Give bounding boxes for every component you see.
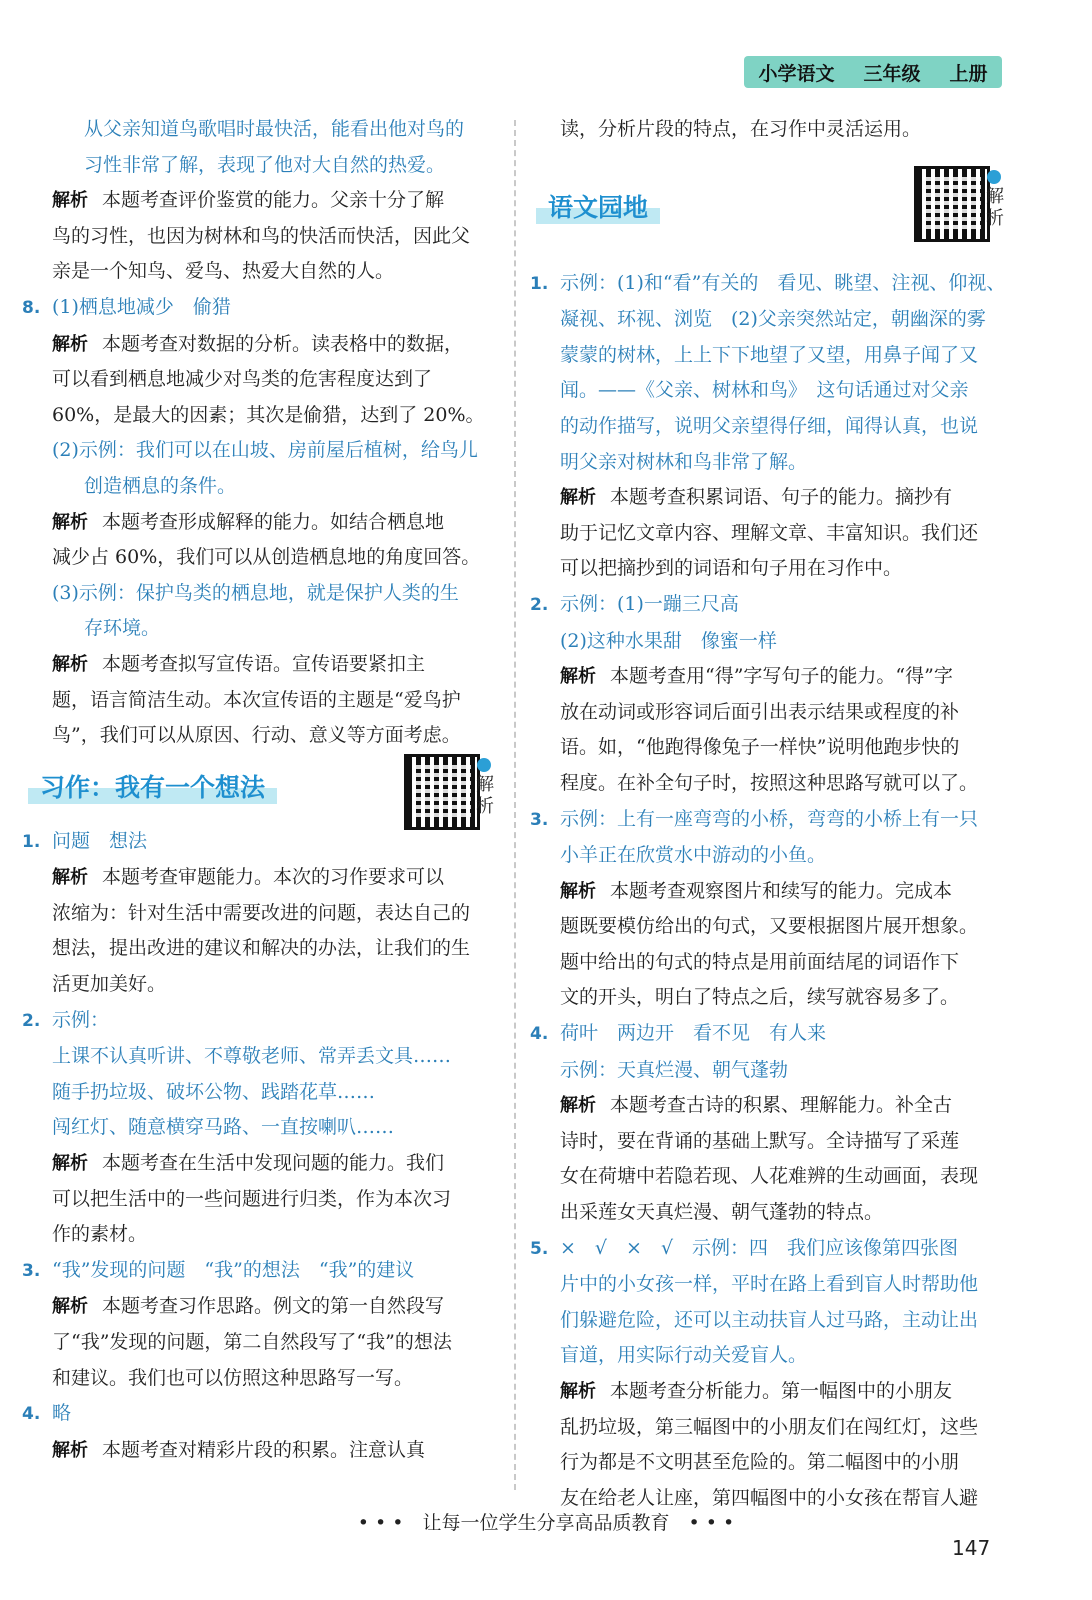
answer-line: 创造栖息的条件。 bbox=[84, 474, 237, 497]
analysis-line: 解析 本题考查形成解释的能力。如结合栖息地 bbox=[52, 510, 445, 533]
analysis-line: 作的素材。 bbox=[52, 1223, 148, 1246]
analysis-line: 鸟”，我们可以从原因、行动、意义等方面考虑。 bbox=[52, 724, 461, 747]
page-number: 147 bbox=[952, 1536, 991, 1560]
analysis-line: 文的开头，明白了特点之后，续写就容易多了。 bbox=[560, 986, 960, 1009]
question-1: 1. 问题 想法 bbox=[22, 824, 500, 861]
question-number: 8. bbox=[22, 297, 41, 318]
analysis-tag: 解析 bbox=[52, 1439, 88, 1461]
analysis-line: 乱扔垃圾，第三幅图中的小朋友们在闯红灯，这些 bbox=[560, 1415, 979, 1438]
question-5: 5. × √ × √ 示例：四 我们应该像第四张图 bbox=[530, 1231, 1008, 1268]
analysis-line: 解析 本题考查习作思路。例文的第一自然段写 bbox=[52, 1295, 445, 1318]
analysis-line: 活更加美好。 bbox=[52, 973, 167, 996]
answer-line: 存环境。 bbox=[84, 617, 161, 640]
question-3: 3. “我”发现的问题 “我”的想法 “我”的建议 bbox=[22, 1253, 500, 1290]
answer-line: 示例：天真烂漫、朝气蓬勃 bbox=[560, 1058, 789, 1081]
analysis-tag: 解析 bbox=[52, 333, 88, 355]
question-number: 3. bbox=[22, 1260, 41, 1281]
analysis-line: 诗时，要在背诵的基础上默写。全诗描写了采莲 bbox=[560, 1129, 960, 1152]
footer-slogan: • • • 让每一位学生分享高品质教育 • • • bbox=[357, 1512, 735, 1534]
analysis-line: 60%，是最大的因素；其次是偷猎，达到了 20%。 bbox=[52, 403, 485, 426]
question-4: 4. 荷叶 两边开 看不见 有人来 bbox=[530, 1016, 1008, 1053]
question-number: 5. bbox=[530, 1238, 549, 1259]
question-number: 4. bbox=[530, 1024, 549, 1045]
question-number: 4. bbox=[22, 1404, 41, 1425]
analysis-tag: 解析 bbox=[560, 880, 596, 902]
analysis-tag: 解析 bbox=[560, 1095, 596, 1117]
analysis-line: 解析 本题考查积累词语、句子的能力。摘抄有 bbox=[560, 486, 953, 509]
analysis-line: 解析 本题考查对数据的分析。读表格中的数据， bbox=[52, 332, 464, 355]
analysis-line: 想法，提出改进的建议和解决的办法，让我们的生 bbox=[52, 937, 471, 960]
analysis-line: 解析 本题考查古诗的积累、理解能力。补全古 bbox=[560, 1094, 953, 1117]
question-3: 3. 示例：上有一座弯弯的小桥，弯弯的小桥上有一只 bbox=[530, 802, 1008, 839]
analysis-line: 解析 本题考查审题能力。本次的习作要求可以 bbox=[52, 866, 445, 889]
qr-code-icon[interactable] bbox=[404, 754, 480, 830]
header-volume: 上册 bbox=[949, 62, 988, 85]
question-8: 8. (1)栖息地减少 偷猎 bbox=[22, 290, 500, 327]
question-number: 2. bbox=[530, 594, 549, 615]
header-tag bbox=[744, 56, 1002, 88]
header-subject: 小学语文 bbox=[758, 62, 835, 85]
qr-label: 解析 bbox=[986, 185, 1004, 229]
answer-line: 随手扔垃圾、破坏公物、践踏花草…… bbox=[52, 1080, 376, 1103]
answer-line: (2)示例：我们可以在山坡、房前屋后植树，给鸟儿 bbox=[52, 439, 478, 462]
analysis-tag: 解析 bbox=[560, 666, 596, 688]
qr-code-icon[interactable] bbox=[914, 166, 990, 242]
play-icon bbox=[477, 758, 491, 772]
column-divider bbox=[514, 120, 516, 1490]
question-4: 4. 略 bbox=[22, 1396, 500, 1433]
analysis-tag: 解析 bbox=[52, 1153, 88, 1175]
analysis-line: 鸟的习性，也因为树林和鸟的快活而快活，因此父 bbox=[52, 224, 471, 247]
answer-line: (2)这种水果甜 像蜜一样 bbox=[560, 629, 777, 652]
analysis-line: 语。如，“他跑得像兔子一样快”说明他跑步快的 bbox=[560, 736, 960, 759]
analysis-line: 和建议。我们也可以仿照这种思路写一写。 bbox=[52, 1366, 414, 1389]
analysis-line: 程度。在补全句子时，按照这种思路写就可以了。 bbox=[560, 771, 979, 794]
analysis-tag: 解析 bbox=[52, 867, 88, 889]
analysis-line: 解析 本题考查对精彩片段的积累。注意认真 bbox=[52, 1438, 426, 1461]
analysis-line: 解析 本题考查分析能力。第一幅图中的小朋友 bbox=[560, 1380, 953, 1402]
analysis-line: 解析 本题考查评价鉴赏的能力。父亲十分了解 bbox=[52, 189, 445, 212]
section-header-writing bbox=[22, 754, 500, 824]
analysis-tag: 解析 bbox=[52, 190, 88, 212]
answer-line: 的动作描写，说明父亲望得仔细，闻得认真，也说 bbox=[560, 414, 979, 437]
question-number: 2. bbox=[22, 1010, 41, 1031]
analysis-line: 解析 本题考查拟写宣传语。宣传语要紧扣主 bbox=[52, 652, 426, 675]
left-column bbox=[22, 112, 500, 1468]
analysis-line: 解析 本题考查在生活中发现问题的能力。我们 bbox=[52, 1152, 445, 1175]
analysis-line: 行为都是不文明甚至危险的。第二幅图中的小朋 bbox=[560, 1451, 960, 1474]
answer-line: 明父亲对树林和鸟非常了解。 bbox=[560, 450, 808, 473]
analysis-tag: 解析 bbox=[52, 1296, 88, 1318]
section-header-garden bbox=[530, 148, 1008, 266]
answer-line: 习性非常了解，表现了他对大自然的热爱。 bbox=[84, 153, 446, 176]
analysis-tag: 解析 bbox=[52, 511, 88, 533]
analysis-line: 解析 本题考查观察图片和续写的能力。完成本 bbox=[560, 879, 953, 902]
header-grade: 三年级 bbox=[863, 62, 921, 85]
section-title: 习作：我有一个想法 bbox=[28, 768, 277, 804]
analysis-line: 减少占 60%，我们可以从创造栖息地的角度回答。 bbox=[52, 546, 481, 569]
answer-line: 蒙蒙的树林，上上下下地望了又望，用鼻子闻了又 bbox=[560, 343, 979, 366]
answer-line: 小羊正在欣赏水中游动的小鱼。 bbox=[560, 844, 827, 867]
analysis-line: 放在动词或形容词后面引出表示结果或程度的补 bbox=[560, 700, 960, 723]
answer-line: (3)示例：保护鸟类的栖息地，就是保护人类的生 bbox=[52, 581, 459, 604]
analysis-tag: 解析 bbox=[560, 487, 596, 509]
answer-line: 片中的小女孩一样，平时在路上看到盲人时帮助他 bbox=[560, 1273, 979, 1296]
question-2: 2. 示例： bbox=[22, 1003, 500, 1040]
analysis-line: 友在给老人让座，第四幅图中的小女孩在帮盲人避 bbox=[560, 1486, 979, 1509]
analysis-line: 出采莲女天真烂漫、朝气蓬勃的特点。 bbox=[560, 1201, 884, 1224]
right-column bbox=[530, 112, 1008, 1516]
section-title: 语文园地 bbox=[536, 188, 660, 224]
analysis-line: 解析 本题考查用“得”字写句子的能力。“得”字 bbox=[560, 665, 953, 688]
answer-line: 闯红灯、随意横穿马路、一直按喇叭…… bbox=[52, 1116, 395, 1139]
answer-line: 们躲避危险，还可以主动扶盲人过马路，主动让出 bbox=[560, 1308, 979, 1331]
answer-line: 凝视、环视、浏览 (2)父亲突然站定，朝幽深的雾 bbox=[560, 308, 986, 331]
analysis-line: 可以把摘抄到的词语和句子用在习作中。 bbox=[560, 557, 903, 580]
analysis-line: 助于记忆文章内容、理解文章、丰富知识。我们还 bbox=[560, 521, 979, 544]
analysis-line: 浓缩为：针对生活中需要改进的问题，表达自己的 bbox=[52, 901, 471, 924]
analysis-line: 题中给出的句式的特点是用前面结尾的词语作下 bbox=[560, 950, 960, 973]
analysis-tag: 解析 bbox=[560, 1381, 596, 1402]
play-icon bbox=[987, 170, 1001, 184]
analysis-line: 题，语言简洁生动。本次宣传语的主题是“爱鸟护 bbox=[52, 688, 461, 711]
analysis-line: 亲是一个知鸟、爱鸟、热爱大自然的人。 bbox=[52, 260, 395, 283]
analysis-line: 了“我”发现的问题，第二自然段写了“我”的想法 bbox=[52, 1331, 452, 1353]
answer-line: 闻。——《父亲、树林和鸟》 这句话通过对父亲 bbox=[560, 379, 969, 402]
analysis-line: 女在荷塘中若隐若现、人花难辨的生动画面，表现 bbox=[560, 1165, 979, 1188]
analysis-tag: 解析 bbox=[52, 653, 88, 675]
question-1: 1. 示例：(1)和“看”有关的 看见、眺望、注视、仰视、 bbox=[530, 266, 1008, 303]
qr-label: 解析 bbox=[476, 773, 494, 817]
analysis-line: 可以看到栖息地减少对鸟类的危害程度达到了 bbox=[52, 368, 433, 391]
answer-line: 从父亲知道鸟歌唱时最快活，能看出他对鸟的 bbox=[84, 118, 465, 140]
answer-line: 盲道，用实际行动关爱盲人。 bbox=[560, 1344, 808, 1367]
question-number: 1. bbox=[22, 831, 41, 852]
answer-line: 上课不认真听讲、不尊敬老师、常弄丢文具…… bbox=[52, 1045, 452, 1068]
analysis-line: 读，分析片段的特点，在习作中灵活运用。 bbox=[560, 118, 922, 140]
question-2: 2. 示例：(1)一蹦三尺高 bbox=[530, 587, 1008, 624]
analysis-line: 题既要模仿给出的句式，又要根据图片展开想象。 bbox=[560, 915, 979, 938]
question-number: 3. bbox=[530, 809, 549, 830]
analysis-line: 可以把生活中的一些问题进行归类，作为本次习 bbox=[52, 1187, 452, 1210]
question-number: 1. bbox=[530, 273, 549, 294]
